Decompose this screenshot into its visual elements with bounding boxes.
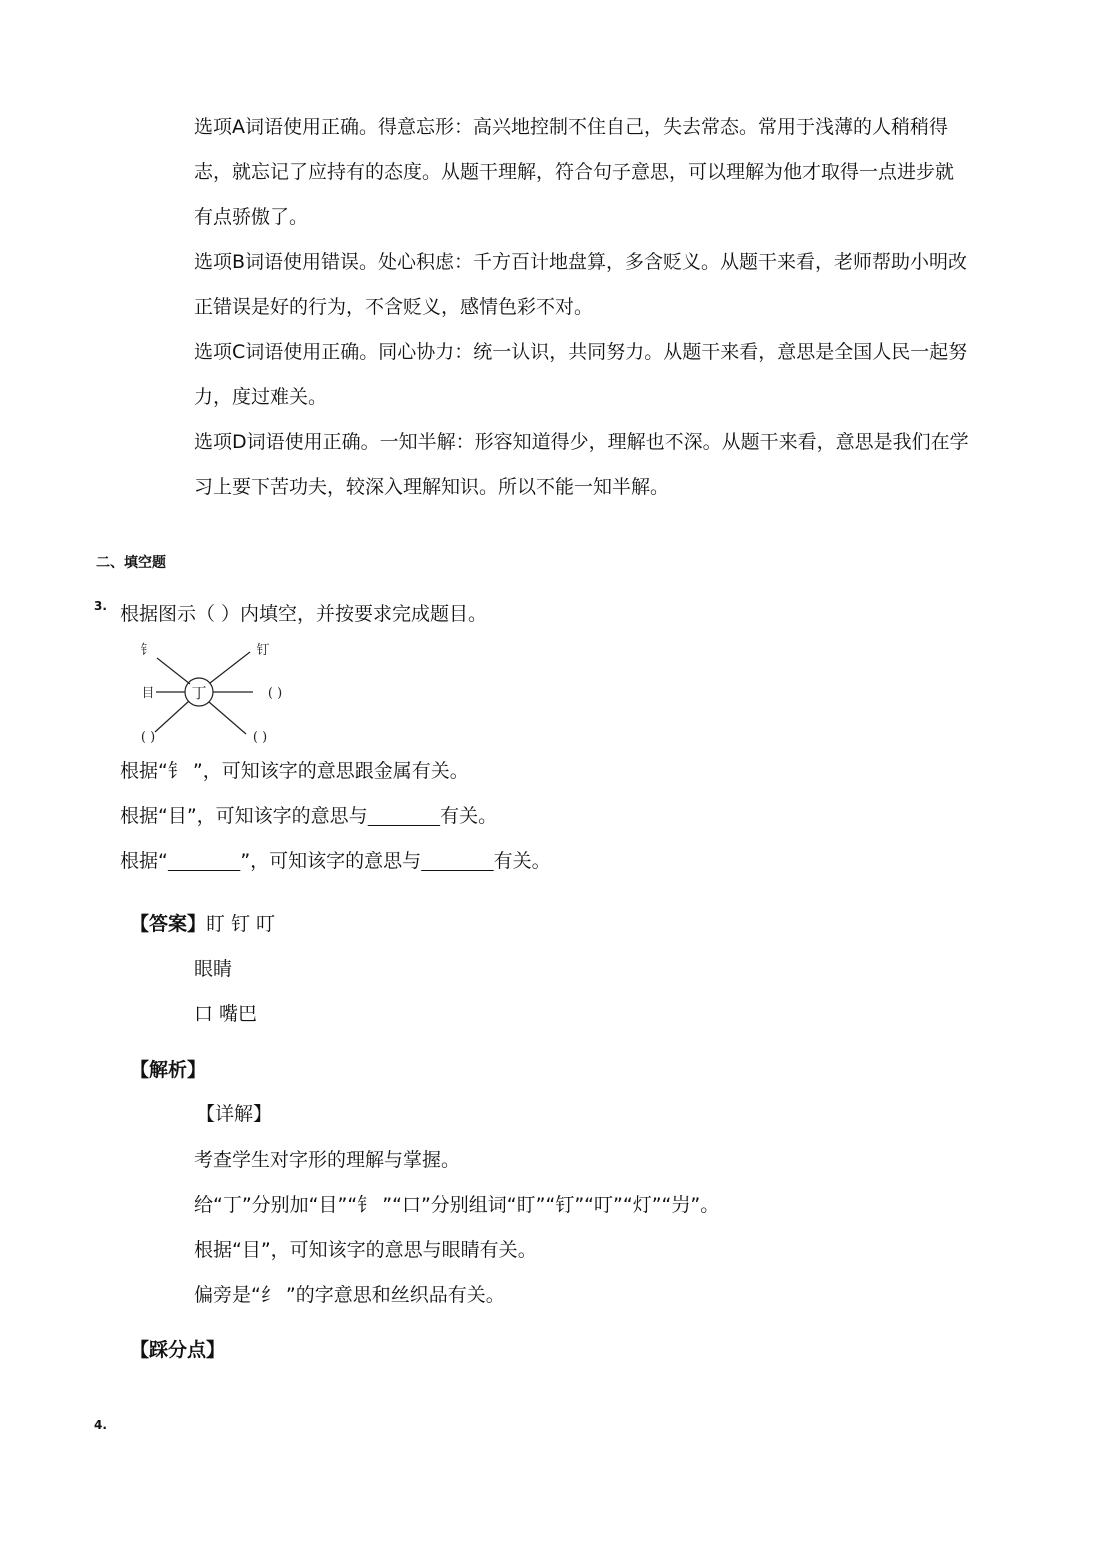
explanation-line: 力，度过难关。: [194, 386, 328, 408]
analysis-line: 根据“目”，可知该字的意思与眼睛有关。: [194, 1239, 537, 1261]
diagram-right: ( ): [267, 686, 283, 701]
line3-prefix: 根据“: [120, 850, 168, 872]
diagram-bottom-right: ( ): [252, 730, 268, 745]
answer-line-2: 眼睛: [194, 958, 233, 980]
fill-blank[interactable]: [368, 804, 440, 828]
answer-line-3: 口 嘴巴: [194, 1003, 258, 1025]
question-line-1: 根据“钅 ”，可知该字的意思跟金属有关。: [120, 760, 469, 782]
diagram-center: 丁: [191, 684, 207, 702]
explanation-line: 选项A词语使用正确。得意忘形：高兴地控制不住自己，失去常态。常用于浅薄的人稍稍得: [194, 116, 948, 138]
explanation-line: 正错误是好的行为，不含贬义，感情色彩不对。: [194, 296, 594, 318]
line3-suffix: 有关。: [493, 850, 551, 872]
explanation-line: 选项D词语使用正确。一知半解：形容知道得少，理解也不深。从题干来看，意思是我们在学: [194, 431, 969, 453]
line3-middle: ”，可知该字的意思与: [240, 850, 422, 872]
answer-block: [130, 912, 275, 936]
analysis-label: 【解析】: [130, 1059, 207, 1081]
explanation-line: 志，就忘记了应持有的态度。从题干理解，符合句子意思，可以理解为他才取得一点进步就: [194, 161, 955, 183]
diagram-left: 目: [141, 686, 155, 701]
question-number: 4.: [94, 1418, 107, 1432]
detail-label: 【详解】: [196, 1103, 273, 1125]
question-prompt: 根据图示（ ）内填空，并按要求完成题目。: [120, 603, 488, 625]
explanation-line: 选项C词语使用正确。同心协力：统一认识，共同努力。从题干来看，意思是全国人民一起努: [194, 341, 968, 363]
explanation-line: 习上要下苦功夫，较深入理解知识。所以不能一知半解。: [194, 476, 670, 498]
radical-diagram: [120, 636, 310, 750]
question-line-3: [120, 849, 551, 873]
scoring-label: 【踩分点】: [130, 1339, 226, 1361]
answer-label: 【答案】: [130, 913, 207, 935]
diagram-top-left: 钅: [140, 643, 154, 658]
question-line-2: [120, 804, 497, 828]
analysis-line: 给“丁”分别加“目”“钅 ”“口”分别组词“盯”“钉”“叮”“灯”“屶”。: [194, 1194, 720, 1216]
analysis-line: 偏旁是“纟 ”的字意思和丝织品有关。: [194, 1284, 505, 1306]
answer-line-1: 盯 钉 叮: [206, 913, 276, 935]
explanation-line: 有点骄傲了。: [194, 206, 309, 228]
question-number: 3.: [94, 599, 107, 613]
line2-prefix: 根据“目”，可知该字的意思与: [120, 805, 368, 827]
fill-blank[interactable]: [168, 849, 240, 873]
section-title: 二、填空题: [96, 555, 166, 571]
explanation-line: 选项B词语使用错误。处心积虑：千方百计地盘算，多含贬义。从题干来看，老师帮助小明改: [194, 251, 968, 273]
line2-suffix: 有关。: [440, 805, 498, 827]
diagram-bottom-left: ( ): [140, 730, 156, 745]
analysis-line: 考查学生对字形的理解与掌握。: [194, 1149, 461, 1171]
diagram-top-right: 钉: [256, 643, 270, 658]
fill-blank[interactable]: [421, 849, 493, 873]
